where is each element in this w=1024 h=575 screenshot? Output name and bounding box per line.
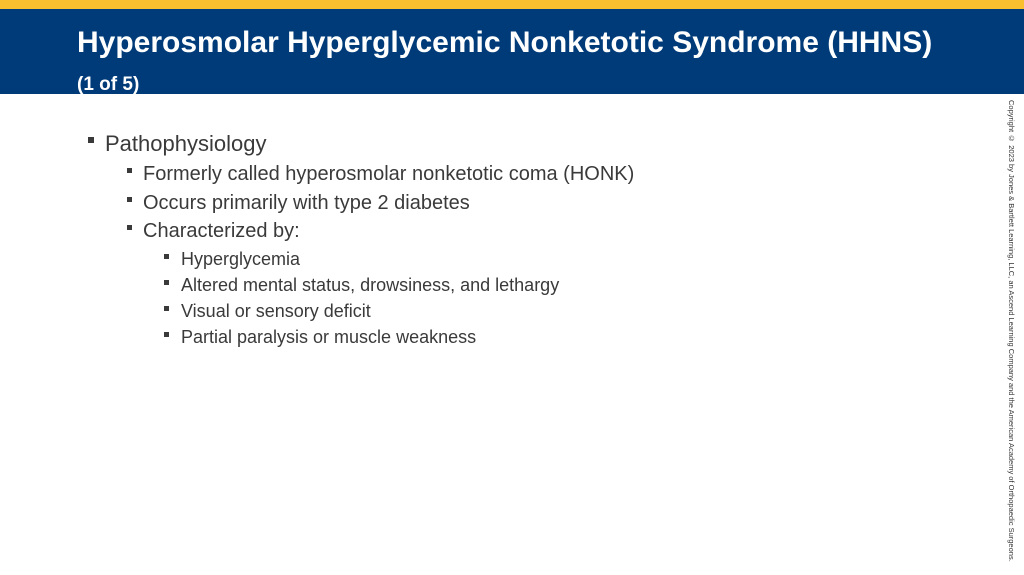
- bullet-level2: Occurs primarily with type 2 diabetes: [143, 192, 470, 214]
- bullet-level2: Characterized by:: [143, 220, 300, 242]
- bullet-level3: Altered mental status, drowsiness, and lethargy: [181, 275, 560, 295]
- bullet-marker: [164, 306, 169, 311]
- bullet-marker: [88, 137, 94, 143]
- title-banner: [0, 9, 1024, 94]
- slide-title-sub: (1 of 5): [77, 74, 140, 95]
- bullet-marker: [127, 197, 132, 202]
- bullet-level1: Pathophysiology: [105, 131, 267, 156]
- copyright-notice: Copyright © 2023 by Jones & Bartlett Learning, LLC, an Ascend Learning Company and the American Academy of Orthopaedic Surgeons.: [1007, 100, 1016, 562]
- bullet-marker: [127, 168, 132, 173]
- bullet-level3: Visual or sensory deficit: [181, 301, 371, 321]
- slide-title-main: Hyperosmolar Hyperglycemic Nonketotic Syndrome (HHNS): [77, 26, 933, 59]
- accent-bar: [0, 0, 1024, 9]
- bullet-marker: [164, 254, 169, 259]
- bullet-marker: [164, 332, 169, 337]
- slide-title: [77, 24, 937, 104]
- bullet-level2: Formerly called hyperosmolar nonketotic coma (HONK): [143, 163, 635, 185]
- bullet-level3: Partial paralysis or muscle weakness: [181, 327, 477, 347]
- bullet-marker: [127, 225, 132, 230]
- bullet-marker: [164, 280, 169, 285]
- bullet-level3: Hyperglycemia: [181, 249, 301, 269]
